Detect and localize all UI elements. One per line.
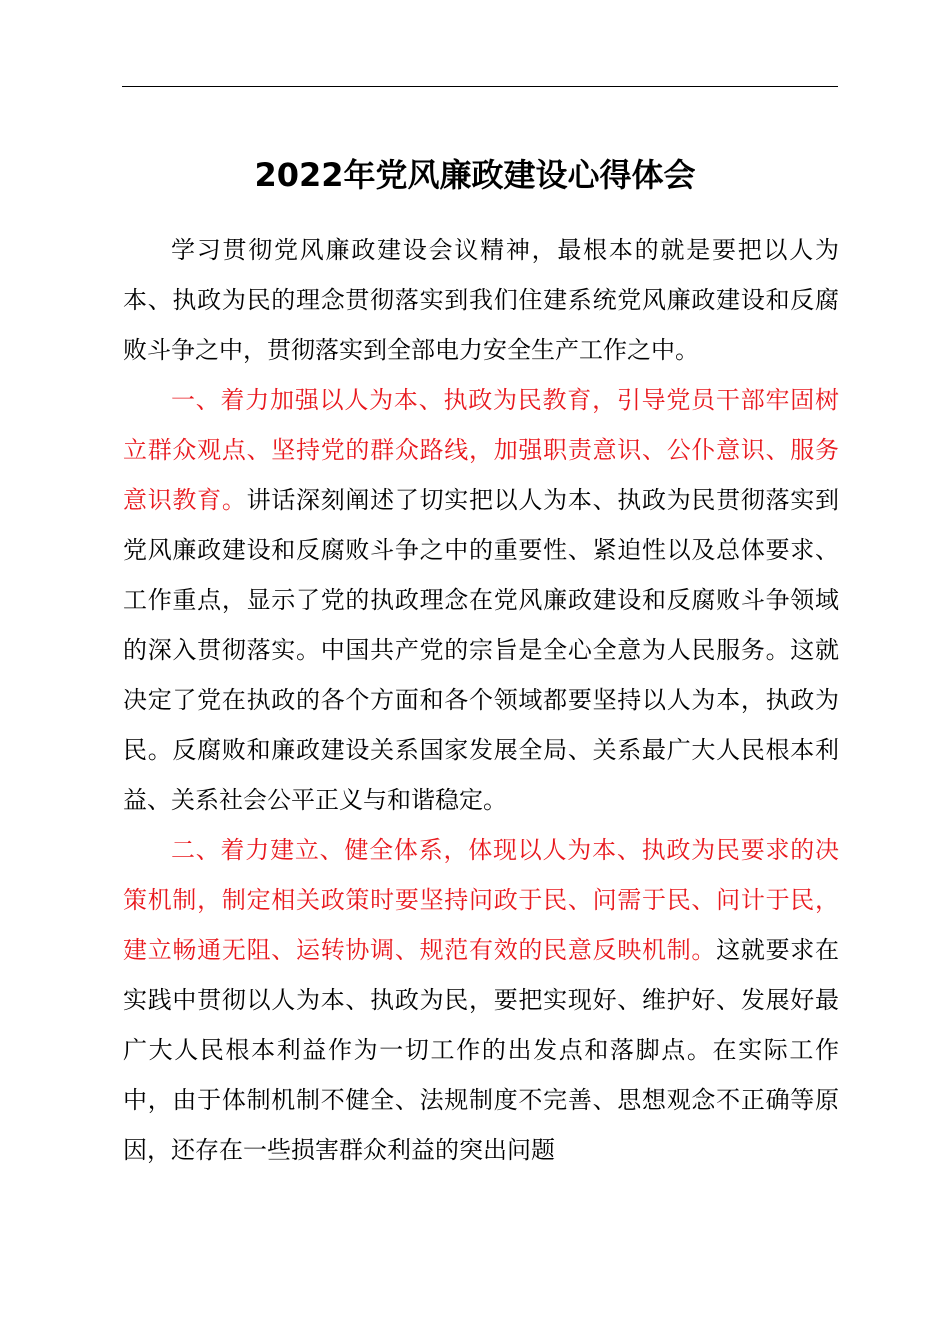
section-heading-1: 一、着力加强以人为本、执政为民教育，引导党员干部牢固树立群众观点、坚持党的群众路线，加强职责意识、公仆意识、服务意识教育。	[123, 386, 839, 514]
document-title: 2022年党风廉政建设心得体会	[254, 156, 696, 194]
paragraph-section-2	[123, 825, 839, 1175]
paragraph-text: 讲话深刻阐述了切实把以人为本、执政为民贯彻落实到党风廉政建设和反腐败斗争之中的重要性、紧迫性以及总体要求、工作重点，显示了党的执政理念在党风廉政建设和反腐败斗争领域的深入贯彻落实。中国共产党的宗旨是全心全意为人民服务。这就决定了党在执政的各个方面和各个领域都要坚持以人为本，执政为民。反腐败和廉政建设关系国家发展全局、关系最广大人民根本利益、关系社会公平正义与和谐稳定。	[123, 486, 840, 814]
paragraph-text: 这就要求在实践中贯彻以人为本、执政为民，要把实现好、维护好、发展好最广大人民根本利益作为一切工作的出发点和落脚点。在实际工作中，由于体制机制不健全、法规制度不完善、思想观念不正确等原因，还存在一些损害群众利益的突出问题	[123, 936, 840, 1164]
paragraph-section-1	[123, 375, 839, 825]
header-rule	[122, 86, 838, 87]
document-body	[123, 225, 839, 1175]
paragraph-intro	[123, 225, 839, 375]
section-heading-2: 二、着力建立、健全体系，体现以人为本、执政为民要求的决策机制，制定相关政策时要坚持问政于民、问需于民、问计于民，建立畅通无阻、运转协调、规范有效的民意反映机制。	[123, 836, 839, 964]
paragraph-text: 学习贯彻党风廉政建设会议精神，最根本的就是要把以人为本、执政为民的理念贯彻落实到我们住建系统党风廉政建设和反腐败斗争之中，贯彻落实到全部电力安全生产工作之中。	[123, 236, 839, 364]
